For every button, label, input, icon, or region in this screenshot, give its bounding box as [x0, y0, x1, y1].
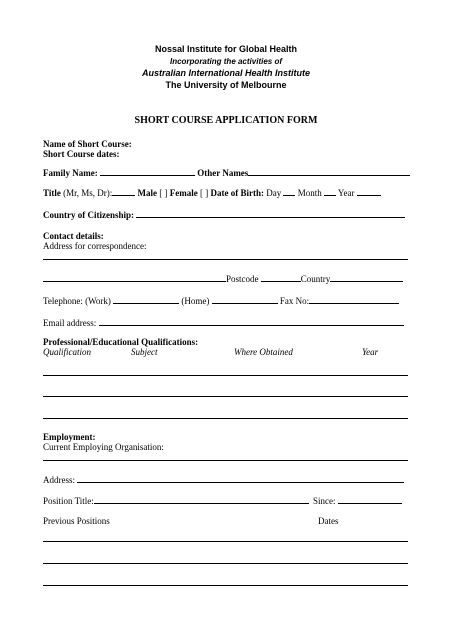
university-name: The University of Melbourne [165, 80, 287, 90]
since-label: Since: [313, 496, 336, 506]
employer-address-row [43, 473, 404, 485]
since-field[interactable] [338, 494, 402, 504]
title-field[interactable] [112, 186, 135, 196]
telephone-work-field[interactable] [113, 294, 179, 304]
male-checkbox[interactable]: [ ] [159, 188, 168, 198]
postcode-label: Postcode [226, 274, 259, 284]
qualification-column: Qualification [43, 347, 91, 357]
email-field[interactable] [99, 316, 404, 326]
subject-column: Subject [131, 347, 158, 357]
country-field[interactable] [330, 272, 403, 282]
dob-month-field[interactable] [324, 186, 336, 196]
postcode-field[interactable] [261, 272, 301, 282]
family-name-label: Family Name: [43, 168, 98, 178]
year-column: Year [362, 347, 379, 357]
qualifications-heading: Professional/Educational Qualifications: [43, 337, 199, 347]
institute-name: Nossal Institute for Global Health [154, 44, 298, 54]
position-row [43, 494, 402, 506]
position-title-field[interactable] [94, 494, 309, 504]
qualification-line-3[interactable] [43, 418, 408, 419]
telephone-home-label: (Home) [181, 296, 210, 306]
country-label: Country [300, 274, 331, 284]
fax-label: Fax No: [279, 296, 310, 306]
organisation-line[interactable] [43, 460, 408, 461]
dob-month-label: Month [297, 188, 322, 198]
address-line-2[interactable] [43, 272, 226, 282]
previous-position-line-1[interactable] [43, 541, 408, 542]
dob-year-field[interactable] [357, 186, 381, 196]
dates-label: Dates [318, 516, 339, 526]
dob-day-field[interactable] [283, 186, 295, 196]
previous-position-line-3[interactable] [43, 585, 408, 586]
aiohi-name: Australian International Health Institute [141, 68, 311, 78]
course-dates-label: Short Course dates: [43, 149, 120, 159]
dob-day-label: Day [266, 188, 282, 198]
telephone-row [43, 294, 399, 306]
previous-positions-label: Previous Positions [43, 516, 110, 526]
dob-label: Date of Birth: [210, 188, 264, 198]
course-name-label: Name of Short Course: [43, 139, 132, 149]
employer-address-label: Address: [43, 475, 75, 485]
email-label: Email address: [43, 318, 97, 328]
employment-heading: Employment: [43, 432, 96, 442]
title-row [43, 186, 381, 198]
citizenship-label: Country of Citizenship: [43, 210, 135, 220]
title-options: (Mr, Ms, Dr): [63, 188, 113, 198]
previous-position-line-2[interactable] [43, 563, 408, 564]
citizenship-field[interactable] [136, 208, 405, 218]
contact-heading: Contact details: [43, 231, 104, 241]
other-names-label: Other Names [197, 168, 249, 178]
postcode-row [43, 272, 403, 284]
qualification-line-2[interactable] [43, 396, 408, 397]
address-label: Address for correspondence: [43, 241, 147, 251]
incorporating-text: Incorporating the activities of [169, 57, 282, 66]
female-checkbox[interactable]: [ ] [199, 188, 209, 198]
dob-year-label: Year [337, 188, 355, 198]
family-name-field[interactable] [100, 166, 195, 176]
form-title: SHORT COURSE APPLICATION FORM [134, 115, 318, 126]
female-label: Female [169, 188, 198, 198]
fax-field[interactable] [309, 294, 399, 304]
where-obtained-column: Where Obtained [234, 347, 293, 357]
email-row [43, 316, 404, 328]
employer-address-field[interactable] [77, 473, 404, 483]
address-line-1[interactable] [43, 259, 408, 260]
qualification-line-1[interactable] [43, 375, 408, 376]
position-title-label: Position Title: [43, 496, 94, 506]
male-label: Male [137, 188, 157, 198]
citizenship-row [43, 208, 405, 220]
telephone-work-label: Telephone: (Work) [43, 296, 111, 306]
organisation-label: Current Employing Organisation: [43, 442, 164, 452]
other-names-field[interactable] [248, 166, 410, 176]
telephone-home-field[interactable] [212, 294, 278, 304]
name-row [43, 166, 410, 178]
title-label: Title [43, 188, 61, 198]
